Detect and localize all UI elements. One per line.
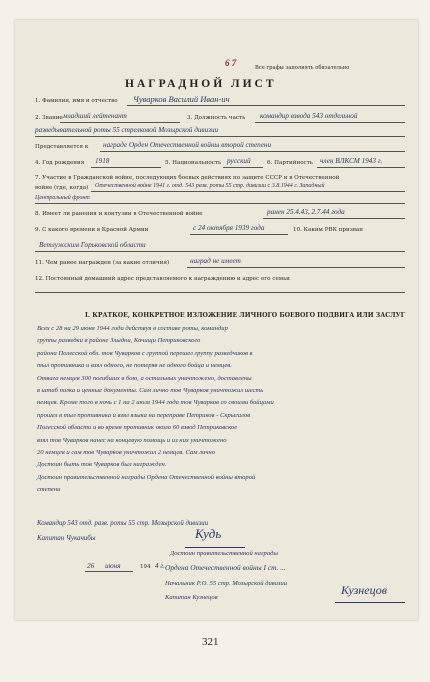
- narrative-line: тыл противника и взял одного, не потеряв не одного бойца и немцев.: [37, 362, 232, 370]
- field-10-value: Ветлужским Горьковской области: [39, 241, 146, 249]
- narrative-line: прошел в тыл противника и взял языка на переправе Петриков - Скрыгалов: [37, 411, 251, 419]
- narrative-line: в штаб полка и ценные документы. Сам лично тов Чуварков уничтожил шесть: [37, 387, 264, 395]
- approver-signature: Кузнецов: [341, 583, 387, 597]
- field-9-label: 9. С какого времени в Красной Армии: [35, 227, 149, 233]
- field-5-value: русский: [227, 157, 251, 165]
- field-11-value: наград не имеет: [190, 257, 241, 265]
- field-2-label: 2. Звание: [35, 115, 63, 121]
- narrative-block: [37, 323, 274, 497]
- field-6-label: 6. Партийность: [267, 160, 313, 166]
- presented-value: награде Орден Отечественной войны второй степени: [103, 141, 272, 149]
- section-heading: I. КРАТКОЕ, КОНКРЕТНОЕ ИЗЛОЖЕНИЕ ЛИЧНОГО БОЕВОГО ПОДВИГА ИЛИ ЗАСЛУГ: [85, 312, 405, 319]
- field-12-label: 12. Постоянный домашний адрес представляемого к награждению и адрес его семьи: [35, 276, 290, 282]
- narrative-line: взял тов Чуварков нанес на концевую помощь и из них уничтожено: [37, 436, 227, 444]
- commander-signature: Кудь: [195, 526, 222, 541]
- date-year-prefix: 194: [140, 564, 151, 570]
- document-title: НАГРАДНОЙ ЛИСТ: [125, 78, 277, 90]
- field-1-label: 1. Фамилия, имя и отчество: [35, 98, 118, 104]
- top-note: Все графы заполнять обязательно: [255, 65, 350, 71]
- field-3-value: командир взвода 543 отдельной: [260, 112, 358, 120]
- field-3-continued: разведывательной роты 55 стрелковой Мозырской дивизии: [35, 126, 219, 134]
- field-8-label: 8. Имеет ли ранения и контузии в Отечественной войне: [35, 211, 203, 217]
- field-10-label: 10. Каким РВК призван: [293, 227, 363, 233]
- field-4-value: 1918: [95, 157, 110, 165]
- field-2-value: младший лейтенант: [63, 112, 127, 120]
- field-8-value: ранен 25.4.43, 2.7.44 года: [267, 208, 345, 216]
- narrative-line: 20 немцев и сам тов Чуварков уничтожил 2 немцев. Сам лично: [37, 449, 216, 457]
- approval-line-1: Достоин правительственной награды: [170, 550, 278, 557]
- commander-rank-name: Капитан Чукачибы: [37, 534, 96, 542]
- archive-stamp: 6 7: [225, 58, 237, 68]
- field-11-label: 11. Чем ранее награжден (за какие отличия): [35, 260, 170, 266]
- field-7-label: 7. Участие в Гражданской войне, последующих боевых действиях по защите СССР и в Отечественной: [35, 175, 340, 181]
- date-year-suffix: 4 г.: [155, 562, 165, 570]
- field-7-label-cont: войне (где, когда): [35, 185, 89, 191]
- narrative-line: Полесской области и во время противник около 60 взвод Петриковское: [37, 424, 238, 432]
- presented-label: Представляется к: [35, 144, 89, 150]
- commander-unit: Командир 543 отд. разв. роты 55 стр. Мозырской дивизии: [37, 520, 209, 527]
- date-month: июня: [105, 562, 121, 570]
- award-sheet: [15, 20, 418, 620]
- field-9-value: с 24 октября 1939 года: [193, 224, 265, 232]
- approval-line-3: Начальник Р.О. 55 стр. Мозырской дивизии: [165, 580, 288, 587]
- narrative-line: группы разведки в районе Злыдни, Кочищи Петриковского: [37, 337, 201, 345]
- narrative-line: степени: [37, 486, 61, 494]
- approval-line-2: Ордена Отечественной войны I ст. ...: [165, 563, 286, 572]
- date-day: 26: [87, 562, 95, 570]
- page-number: 321: [202, 636, 219, 648]
- approval-line-4: Капитан Кузнецов: [165, 594, 218, 601]
- field-6-value: член ВЛКСМ 1943 г.: [320, 157, 383, 165]
- field-1-value: Чуварков Василий Иван-ич: [133, 94, 230, 104]
- narrative-line: Достоин правительственной награды Ордена Отечественной войны второй: [37, 473, 256, 481]
- field-5-label: 5. Национальность: [165, 160, 222, 166]
- field-7-value: Отечественной войне 1941 г. отд. 543 разв. роты 55 стр. дивизии с 3.8.1944 г. Западный: [95, 183, 325, 189]
- narrative-line: Всех с 28 на 29 июня 1944 года действуя в составе роты, командир: [37, 325, 228, 332]
- field-3-label: 3. Должность часть: [187, 115, 246, 121]
- narrative-line: Отвага немцев 300 погибших в бою, а остальных уничтожено, доставлены: [37, 374, 252, 382]
- narrative-line: района Полесской обл. тов Чуварков с группой перешел группу разведчиков в: [37, 349, 253, 357]
- field-4-label: 4. Год рождения: [35, 160, 85, 166]
- narrative-line: немцев. Кроме того в ночь с 1 на 2 июля 1944 года тов Чуварков со своими бойцами: [37, 399, 274, 407]
- field-7-value-cont: Центральный фронт: [35, 195, 90, 201]
- narrative-line: Достоин быть тов Чуварков был награжден.: [37, 461, 167, 469]
